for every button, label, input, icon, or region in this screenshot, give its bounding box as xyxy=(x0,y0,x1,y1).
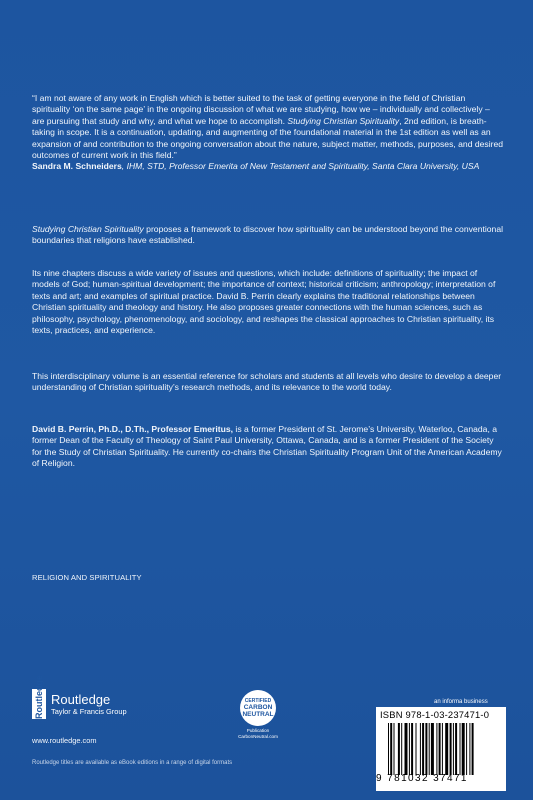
quote-text: “I am not aware of any work in English which is better suited to the task of getting everyone in the field of Christian spirituality ‘on the same page’ in the ongoing discussion of what we are studying, how we – individually and collectively – are pursuing that study and why, and what we hope to accomplish. xyxy=(32,93,490,126)
informa-tagline: an informa business xyxy=(434,699,488,705)
barcode-bar xyxy=(411,723,413,775)
volume-paragraph xyxy=(32,371,504,394)
quote-attribution xyxy=(32,161,504,172)
endorsement-quote xyxy=(32,93,504,173)
barcode-bar xyxy=(439,723,441,775)
intro-text: proposes a framework to discover how spirituality can be understood beyond the conventional boundaries that religions have established. xyxy=(32,224,504,246)
barcode-bar xyxy=(409,723,410,775)
quote-author-credentials: , IHM, STD, Professor Emerita of New Testament and Spirituality, Santa Clara University, USA xyxy=(121,161,480,172)
volume-text: This interdisciplinary volume is an essential reference for scholars and students at all levels who desire to develop a deeper understanding of Christian spirituality’s research methods, and its relevance to the world today. xyxy=(32,371,502,393)
intro-paragraph xyxy=(32,224,504,247)
barcode-bar xyxy=(445,723,448,775)
barcode-bar xyxy=(422,723,424,775)
barcode-bar xyxy=(425,723,427,775)
carbon-neutral-caption: Publication CarbonNeutral.com xyxy=(238,728,278,739)
barcode-bar xyxy=(401,723,402,775)
chapters-paragraph xyxy=(32,268,504,336)
chapters-text: Its nine chapters discuss a wide variety of issues and questions, which include: definitions of spirituality; the impact of models of God; human-spiritual development; the importance of context; historical criticism; anthropology; interpretation of texts and art; and examples of spiritual practice. David B. Perrin clearly explains the traditional relationships between Christian spirituality and theology and history. He also proposes greater connections with the human sciences, such as philosophy, psychology, phenomenology, and sociology, and reshapes the classical approaches to Christian spirituality, its texts, practices, and experience. xyxy=(32,268,496,336)
barcode-bar xyxy=(462,723,465,775)
quote-body xyxy=(32,93,504,161)
carbon-neutral-seal: CERTIFIED CARBON NEUTRAL xyxy=(240,690,276,726)
barcode-bar xyxy=(450,723,452,775)
barcode-bar xyxy=(466,723,467,775)
publisher-name: Routledge xyxy=(51,691,111,707)
barcode-bar xyxy=(420,723,421,775)
author-bio-text: is a former President of St. Jerome’s University, Waterloo, Canada, a former Dean of the Faculty of Theology of Saint Paul University, Ottawa, Canada, and is a former President of the Society for the Study of Christian Spirituality. He currently co-chairs the Christian Spirituality Program Unit of the American Academy of Religion. xyxy=(32,424,502,469)
author-bio xyxy=(32,424,504,470)
barcode-bar xyxy=(405,723,408,775)
barcode-bar xyxy=(394,723,395,775)
routledge-logo-text xyxy=(51,692,127,717)
isbn-label: ISBN 978-1-03-237471-0 xyxy=(380,709,490,720)
barcode-bar xyxy=(469,723,470,775)
barcode-bar xyxy=(460,723,461,775)
barcode-bar xyxy=(416,723,417,775)
quote-author: Sandra M. Schneiders xyxy=(32,161,122,172)
barcode-bar xyxy=(390,723,392,775)
quote-book-title: Studying Christian Spirituality xyxy=(287,115,400,126)
intro-book-title: Studying Christian Spirituality xyxy=(32,224,144,234)
author-name: David B. Perrin, Ph.D., D.Th., Professor Emeritus, xyxy=(32,424,234,434)
publisher-group: Taylor & Francis Group xyxy=(51,706,127,716)
barcode xyxy=(386,723,504,775)
ebook-footnote: Routledge titles are available as eBook editions in a range of digital formats xyxy=(32,760,233,766)
barcode-bar xyxy=(442,723,443,775)
barcode-bar xyxy=(455,723,457,775)
routledge-logo xyxy=(32,675,127,719)
carbon-neutral-badge xyxy=(232,690,284,746)
quote-text-continued: , 2nd edition, is breath-taking in scope. It is a continuation, updating, and augmenting of the foundational material in the 1st edition as well as an expansion of and contribution to the ongoing conversation about the nature, subject matter, methods, purposes, and desired outcomes of current work in this field.” xyxy=(32,115,504,161)
barcode-bar xyxy=(472,723,474,775)
barcode-bar xyxy=(453,723,454,775)
barcode-bar xyxy=(429,723,430,775)
barcode-bar xyxy=(398,723,400,775)
barcode-bar xyxy=(388,723,389,775)
barcode-bar xyxy=(436,723,437,775)
barcode-digits: 9 781032 37471 xyxy=(376,773,468,784)
barcode-bar xyxy=(431,723,434,775)
routledge-logo-mark: Routledge xyxy=(34,675,44,719)
publisher-website: www.routledge.com xyxy=(32,736,97,745)
isbn-barcode-box xyxy=(376,707,506,791)
subject-category: RELIGION AND SPIRITUALITY xyxy=(32,573,142,582)
